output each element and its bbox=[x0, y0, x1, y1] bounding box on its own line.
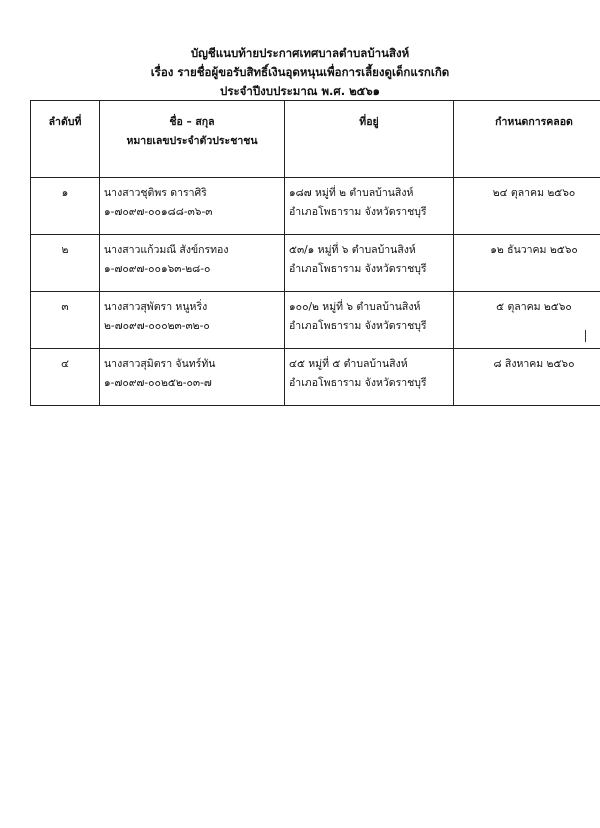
row-address-line1: ๕๓/๑ หมู่ที่ ๖ ตำบลบ้านสิงห์ bbox=[289, 244, 416, 256]
row-order-number: ๔ bbox=[31, 349, 100, 406]
document-header bbox=[0, 44, 600, 101]
table-row bbox=[31, 235, 600, 292]
row-name-cell bbox=[100, 235, 285, 292]
row-address-line1: ๔๕ หมู่ที่ ๕ ตำบลบ้านสิงห์ bbox=[289, 358, 408, 370]
row-citizen-id: ๒-๗๐๙๗-๐๐๐๒๓-๓๒-๐ bbox=[104, 320, 210, 332]
row-name: นางสาวสุพัตรา หนูหริ่ง bbox=[104, 301, 208, 313]
row-name: นางสาวชุติพร ดาราศิริ bbox=[104, 187, 207, 199]
row-address-cell bbox=[285, 178, 454, 235]
header-name: ชื่อ – สกุล bbox=[169, 116, 215, 128]
row-due-date: ๑๒ ธันวาคม ๒๕๖๐ bbox=[454, 235, 600, 292]
row-name-cell bbox=[100, 349, 285, 406]
margin-mark bbox=[585, 330, 586, 342]
document-title: บัญชีแนบท้ายประกาศเทศบาลตำบลบ้านสิงห์ bbox=[190, 46, 410, 60]
recipient-table bbox=[30, 100, 600, 406]
row-address-line2: อำเภอโพธาราม จังหวัดราชบุรี bbox=[289, 377, 427, 389]
row-name: นางสาวแก้วมณี สังข์กรทอง bbox=[104, 244, 229, 256]
row-address-line1: ๑๘๗ หมู่ที่ ๒ ตำบลบ้านสิงห์ bbox=[289, 187, 414, 199]
row-citizen-id: ๑-๗๐๙๗-๐๐๒๕๒-๐๓-๗ bbox=[104, 377, 212, 389]
table-row bbox=[31, 349, 600, 406]
header-address: ที่อยู่ bbox=[285, 101, 454, 178]
row-address-cell bbox=[285, 349, 454, 406]
document-subject: เรื่อง รายชื่อผู้ขอรับสิทธิ์เงินอุดหนุนเพื่อการเลี้ยงดูเด็กแรกเกิด bbox=[150, 65, 450, 79]
row-address-line1: ๑๐๐/๒ หมู่ที่ ๖ ตำบลบ้านสิงห์ bbox=[289, 301, 421, 313]
header-order-number: ลำดับที่ bbox=[31, 101, 100, 178]
row-due-date: ๘ สิงหาคม ๒๕๖๐ bbox=[454, 349, 600, 406]
row-address-cell bbox=[285, 235, 454, 292]
row-order-number: ๒ bbox=[31, 235, 100, 292]
row-due-date: ๕ ตุลาคม ๒๕๖๐ bbox=[454, 292, 600, 349]
table-row bbox=[31, 292, 600, 349]
row-order-number: ๓ bbox=[31, 292, 100, 349]
header-citizen-id: หมายเลขประจำตัวประชาชน bbox=[126, 135, 258, 147]
row-address-line2: อำเภอโพธาราม จังหวัดราชบุรี bbox=[289, 320, 427, 332]
row-address-line2: อำเภอโพธาราม จังหวัดราชบุรี bbox=[289, 263, 427, 275]
table-row bbox=[31, 178, 600, 235]
row-name-cell bbox=[100, 178, 285, 235]
row-name: นางสาวสุมิตรา จันทร์ทัน bbox=[104, 358, 216, 370]
row-address-cell bbox=[285, 292, 454, 349]
table-header-row bbox=[31, 101, 600, 178]
row-due-date: ๒๔ ตุลาคม ๒๕๖๐ bbox=[454, 178, 600, 235]
header-due-date: กำหนดการคลอด bbox=[454, 101, 600, 178]
row-name-cell bbox=[100, 292, 285, 349]
row-citizen-id: ๑-๗๐๙๗-๐๐๑๘๘-๓๖-๓ bbox=[104, 206, 213, 218]
header-name-id bbox=[100, 101, 285, 178]
row-order-number: ๑ bbox=[31, 178, 100, 235]
document-fiscal-year: ประจำปีงบประมาณ พ.ศ. ๒๕๖๑ bbox=[220, 84, 380, 98]
row-citizen-id: ๑-๗๐๙๗-๐๐๑๖๓-๒๘-๐ bbox=[104, 263, 211, 275]
row-address-line2: อำเภอโพธาราม จังหวัดราชบุรี bbox=[289, 206, 427, 218]
